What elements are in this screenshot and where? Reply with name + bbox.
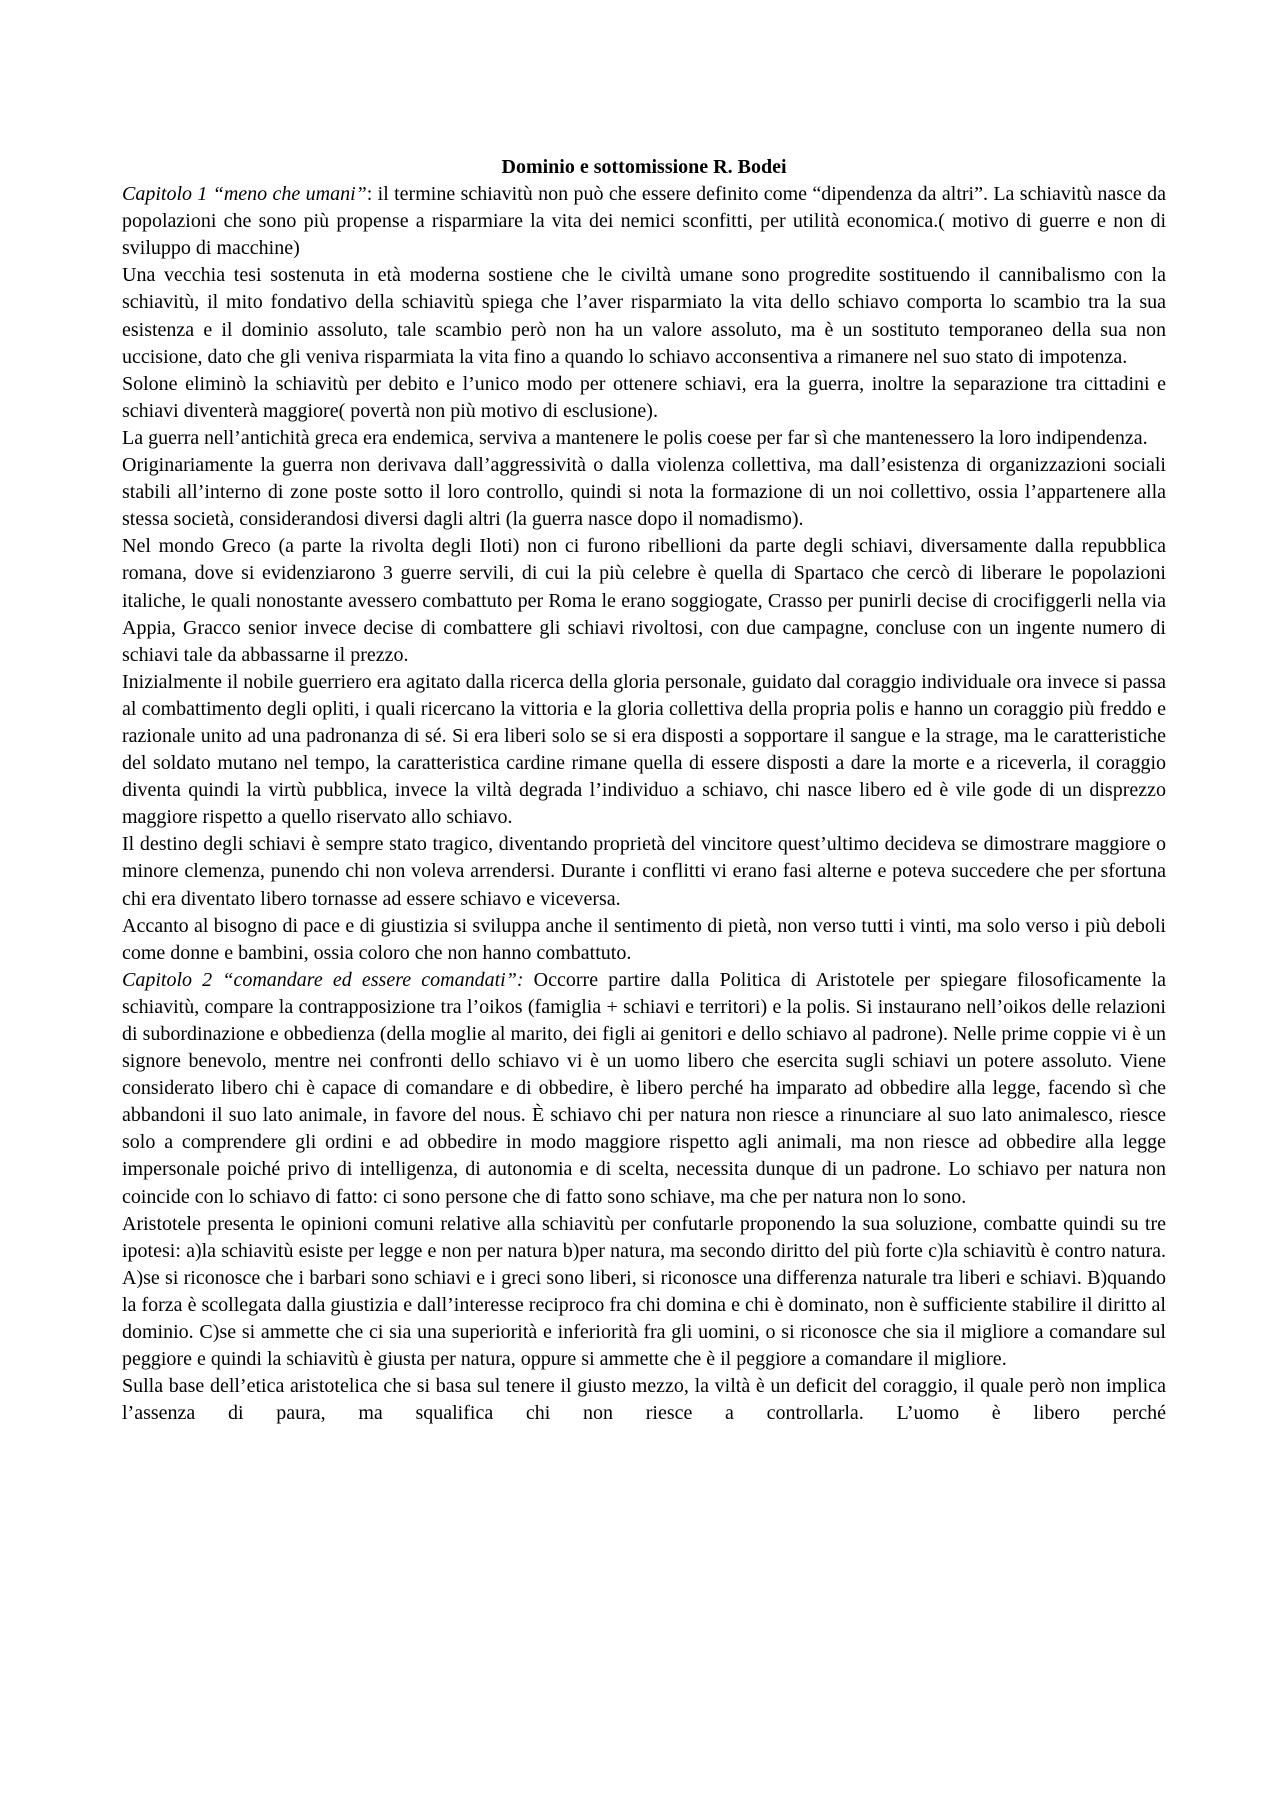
chapter2-heading: Capitolo 2 “comandare ed essere comandati”: [122,968,524,991]
paragraph: Solone eliminò la schiavitù per debito e l’unico modo per ottenere schiavi, era la guerra, inoltre la separazione tra cittadini e schiavi diventerà maggiore( povertà non più motivo di esclusione). [122,372,1166,422]
paragraph: Una vecchia tesi sostenuta in età moderna sostiene che le civiltà umane sono progredite sostituendo il cannibalismo con la schiavitù, il mito fondativo della schiavitù spiega che l’aver risparmiato la vita dello schiavo comporta lo scambio tra la sua esistenza e il dominio assoluto, tale scambio però non ha un valore assoluto, ma è un sostituto temporaneo della sua non uccisione, dato che gli veniva risparmiata la vita fino a quando lo schiavo acconsentiva a rimanere nel suo stato di impotenza. [122,264,1166,368]
paragraph: Aristotele presenta le opinioni comuni relative alla schiavitù per confutarle proponendo la sua soluzione, combatte quindi su tre ipotesi: a)la schiavitù esiste per legge e non per natura b)per natura, ma secondo diritto del più forte c)la schiavitù è contro natura. A)se si riconosce che i barbari sono schiavi e i greci sono liberi, si riconosce una differenza naturale tra liberi e schiavi. B)quando la forza è scollegata dalla giustizia e dall’interesse reciproco fra chi domina e chi è dominato, non è sufficiente stabilire il diritto al dominio. C)se si ammette che ci sia una superiorità e inferiorità fra gli uomini, o si riconosce che sia il migliore a comandare sul peggiore e quindi la schiavitù è giusta per natura, oppure si ammette che è il peggiore a comandare il migliore. [122,1212,1166,1371]
chapter1-heading: Capitolo 1 “meno che umani” [122,183,367,206]
paragraph: Accanto al bisogno di pace e di giustizia si sviluppa anche il sentimento di pietà, non verso tutti i vinti, ma solo verso i più deboli come donne e bambini, ossia coloro che non hanno combattuto. [122,914,1166,964]
paragraph: Nel mondo Greco (a parte la rivolta degli Iloti) non ci furono ribellioni da parte degli schiavi, diversamente dalla repubblica romana, dove si evidenziarono 3 guerre servili, di cui la più celebre è quella di Spartaco che cercò di liberare le popolazioni italiche, le quali nonostante avessero combattuto per Roma le erano soggiogate, Crasso per punirli decise di crocifiggerli nella via Appia, Gracco senior invece decise di combattere gli schiavi rivoltosi, con due campagne, concluse con un ingente numero di schiavi tale da abbassarne il prezzo. [122,535,1166,666]
paragraph: Il destino degli schiavi è sempre stato tragico, diventando proprietà del vincitore quest’ultimo decideva se dimostrare maggiore o minore clemenza, punendo chi non voleva arrendersi. Durante i conflitti vi erano fasi alterne e poteva succedere che per sfortuna chi era diventato libero tornasse ad essere schiavo e viceversa. [122,833,1166,910]
paragraph: Sulla base dell’etica aristotelica che si basa sul tenere il giusto mezzo, la viltà è un deficit del coraggio, il quale però non implica l’assenza di paura, ma squalifica chi non riesce a controllarla. L’uomo è libero perché [122,1375,1166,1425]
document-page [122,154,1166,1427]
chapter2-paragraph [122,967,1166,1211]
chapter1-intro: : il termine schiavitù non può che essere definito come “dipendenza da altri”. La schiavitù nasce da popolazioni che sono più propense a risparmiare la vita dei nemici sconfitti, per utilità economica.( motivo di guerre e non di sviluppo di macchine) [122,183,1166,260]
paragraph: Originariamente la guerra non derivava dall’aggressività o dalla violenza collettiva, ma dall’esistenza di organizzazioni sociali stabili all’interno di zone poste sotto il loro controllo, quindi si nota la formazione di un noi collettivo, ossia l’appartenere alla stessa società, considerandosi diversi dagli altri (la guerra nasce dopo il nomadismo). [122,454,1166,531]
document-title: Dominio e sottomissione R. Bodei [501,156,787,178]
chapter1-paragraph [122,181,1166,262]
paragraph: La guerra nell’antichità greca era endemica, serviva a mantenere le polis coese per far sì che mantenessero la loro indipendenza. [122,426,1148,449]
paragraph: Inizialmente il nobile guerriero era agitato dalla ricerca della gloria personale, guidato dal coraggio individuale ora invece si passa al combattimento degli opliti, i quali ricercano la vittoria e la gloria collettiva della propria polis e hanno un coraggio più freddo e razionale unito ad una padronanza di sé. Si era liberi solo se si era disposti a sopportare il sangue e la strage, ma le caratteristiche del soldato mutano nel tempo, la caratteristica cardine rimane quella di essere disposti a dare la morte e a riceverla, il coraggio diventa quindi la virtù pubblica, invece la viltà degrada l’individuo a schiavo, chi nasce libero ed è vile gode di un disprezzo maggiore rispetto a quello riservato allo schiavo. [122,670,1166,829]
chapter2-intro: Occorre partire dalla Politica di Aristotele per spiegare filosoficamente la schiavitù, compare la contrapposizione tra l’oikos (famiglia + schiavi e territori) e la polis. Si instaurano nell’oikos delle relazioni di subordinazione e obbedienza (della moglie al marito, dei figli ai genitori e dello schiavo al padrone). Nelle prime coppie vi è un signore benevolo, mentre nei confronti dello schiavo vi è un uomo libero che esercita sugli schiavi un potere assoluto. Viene considerato libero chi è capace di comandare e di obbedire, è libero perché ha imparato ad obbedire alla legge, facendo sì che abbandoni il suo lato animale, in favore del nous. È schiavo chi per natura non riesce a rinunciare al suo lato animalesco, riesce solo a comprendere gli ordini e ad obbedire in modo maggiore rispetto agli animali, ma non riesce ad obbedire alla legge impersonale poiché privo di intelligenza, di autonomia e di scelta, necessita dunque di un padrone. Lo schiavo per natura non coincide con lo schiavo di fatto: ci sono persone che di fatto sono schiave, ma che per natura non lo sono. [122,968,1166,1208]
